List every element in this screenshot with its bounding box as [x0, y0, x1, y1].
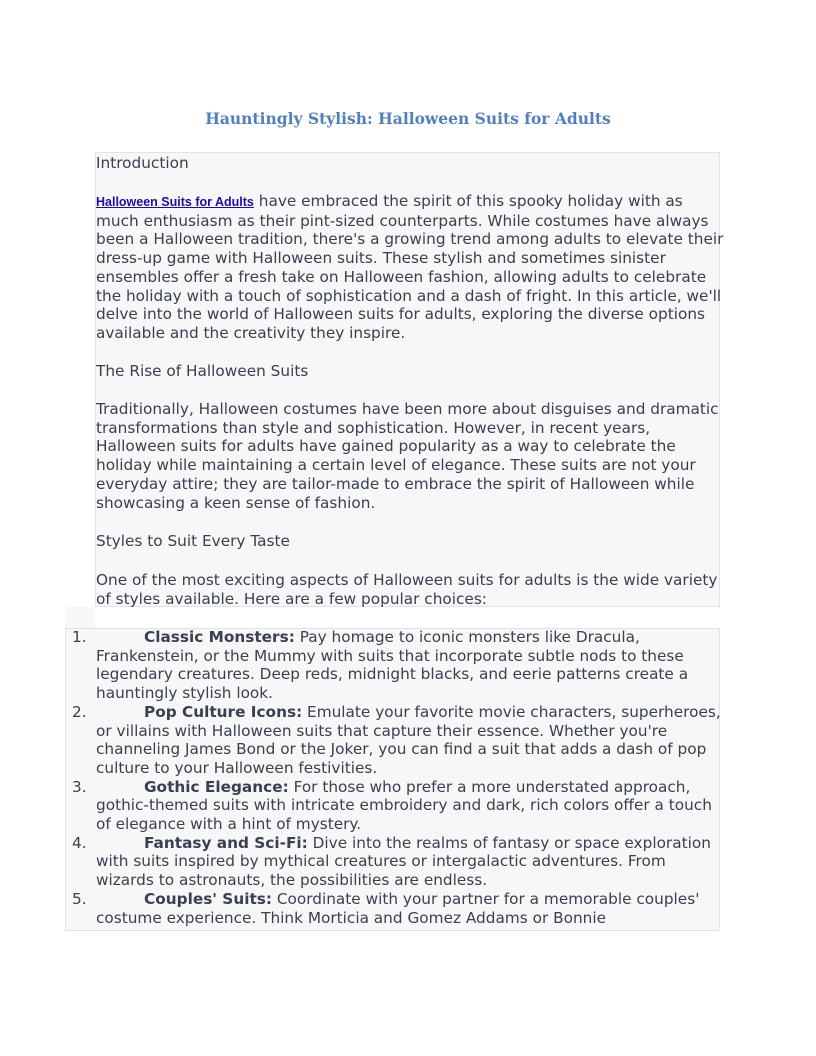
list-item [72, 778, 722, 834]
halloween-suits-link[interactable]: Halloween Suits for Adults [96, 195, 254, 209]
list-number: 2. [72, 702, 87, 721]
list-term: Fantasy and Sci-Fi: [144, 833, 308, 852]
list-term: Couples' Suits: [144, 889, 272, 908]
list-term: Classic Monsters: [144, 628, 295, 646]
list-item [72, 834, 722, 890]
list-number: 3. [72, 777, 87, 796]
styles-list [72, 628, 722, 927]
list-term: Pop Culture Icons: [144, 702, 303, 721]
rise-paragraph: Traditionally, Halloween costumes have been more about disguises and dramatic transformations than style and sophistication. However, in recent years, Halloween suits for adults have gained popularity as a way to celebrate the holiday while maintaining a certain level of elegance. These suits are not your everyday attire; they are tailor-made to embrace the spirit of Halloween while showcasing a keen sense of fashion. [96, 400, 719, 512]
panel-connector [65, 607, 95, 629]
list-number: 4. [72, 833, 87, 852]
list-number: 1. [72, 628, 87, 646]
list-number: 5. [72, 889, 87, 908]
styles-paragraph: One of the most exciting aspects of Halloween suits for adults is the wide variety of styles available. Here are a few popular choices: [96, 571, 718, 608]
intro-heading: Introduction [96, 154, 189, 172]
intro-paragraph [96, 192, 726, 343]
rise-heading: The Rise of Halloween Suits [96, 362, 309, 380]
list-text: Dive into the realms of fantasy or space exploration with suits inspired by mythical creatures or intergalactic adventures. From wizards to astronauts, the possibilities are endless. [96, 833, 711, 890]
list-text: Emulate your favorite movie characters, superheroes, or villains with Halloween suits that capture their essence. Whether you're channeling James Bond or the Joker, you can find a suit that adds a dash of pop culture to your Halloween festivities. [96, 702, 721, 777]
list-item [72, 890, 722, 927]
list-text: Pay homage to iconic monsters like Dracula, Frankenstein, or the Mummy with suits that incorporate subtle nods to these legendary creatures. Deep reds, midnight blacks, and eerie patterns create a hauntingly stylish look. [96, 628, 689, 703]
list-item [72, 703, 722, 778]
list-item [72, 628, 722, 703]
document-title: Hauntingly Stylish: Halloween Suits for Adults [205, 109, 611, 128]
list-text: For those who prefer a more understated approach, gothic-themed suits with intricate embroidery and dark, rich colors offer a touch of elegance with a hint of mystery. [96, 777, 712, 834]
styles-heading: Styles to Suit Every Taste [96, 532, 290, 550]
list-term: Gothic Elegance: [144, 777, 289, 796]
intro-text: have embraced the spirit of this spooky holiday with as much enthusiasm as their pint-sized counterparts. While costumes have always been a Halloween tradition, there's a growing trend among adults to elevate their dress-up game with Halloween suits. These stylish and sometimes sinister ensembles offer a fresh take on Halloween fashion, allowing adults to celebrate the holiday with a touch of sophistication and a dash of fright. In this article, we'll delve into the world of Halloween suits for adults, exploring the diverse options available and the creativity they inspire. [96, 192, 724, 342]
list-text: Coordinate with your partner for a memorable couples' costume experience. Think Morticia and Gomez Addams or Bonnie [96, 889, 700, 927]
